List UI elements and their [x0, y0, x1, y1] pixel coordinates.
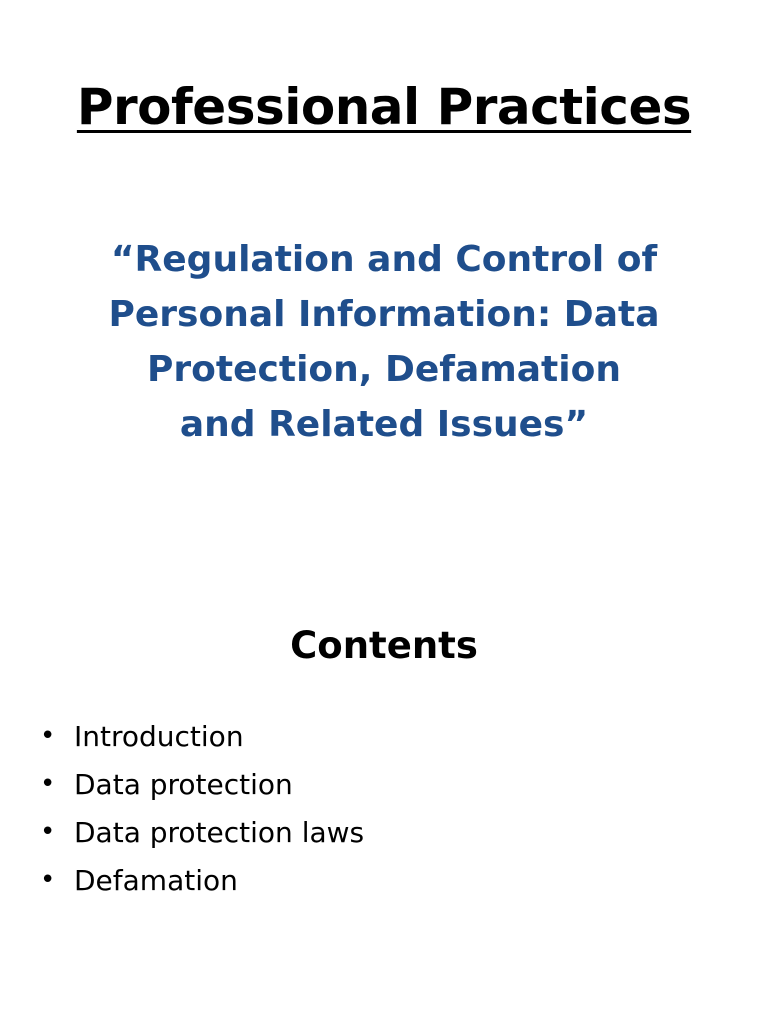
- subtitle-line: and Related Issues”: [179, 404, 589, 445]
- bullet-icon: •: [40, 865, 56, 895]
- list-item-label: Data protection laws: [74, 815, 365, 849]
- subtitle-line: “Regulation and Control of: [110, 239, 658, 280]
- contents-list: [40, 712, 364, 904]
- bullet-icon: •: [40, 817, 56, 847]
- list-item-label: Data protection: [74, 767, 293, 801]
- list-item: [40, 760, 364, 808]
- list-item: [40, 856, 364, 904]
- list-item-label: Defamation: [74, 863, 238, 897]
- page-title: Professional Practices: [76, 78, 692, 136]
- bullet-icon: •: [40, 721, 56, 751]
- subtitle-line: Personal Information: Data: [108, 294, 660, 335]
- subtitle-line: Protection, Defamation: [147, 349, 621, 390]
- list-item: [40, 808, 364, 856]
- subtitle: [84, 232, 684, 452]
- contents-heading: Contents: [290, 624, 478, 667]
- list-item: [40, 712, 364, 760]
- bullet-icon: •: [40, 769, 56, 799]
- list-item-label: Introduction: [74, 719, 244, 753]
